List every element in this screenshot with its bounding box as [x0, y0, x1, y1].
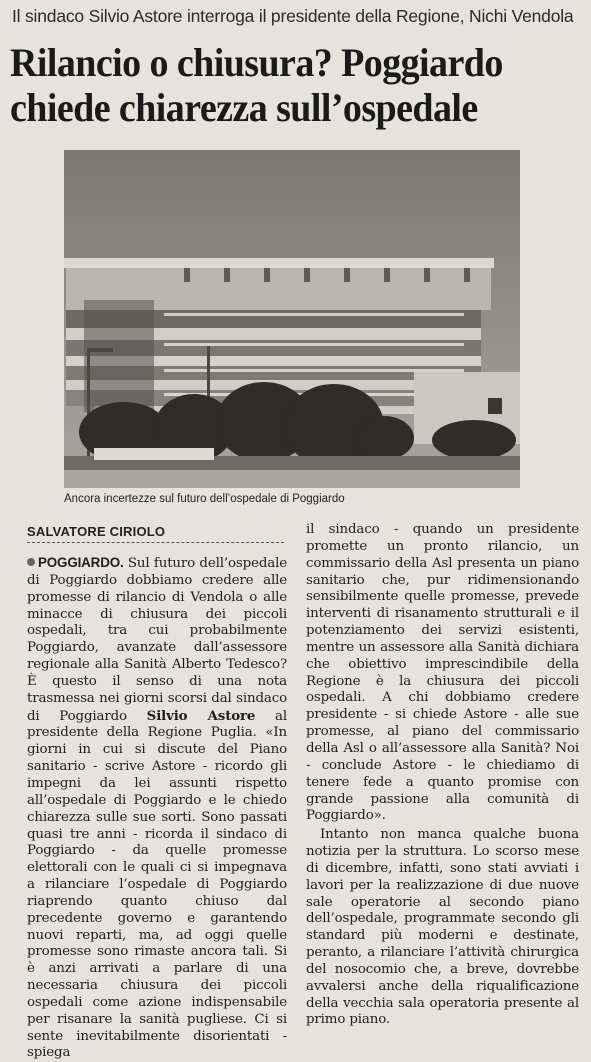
byline-rule — [27, 542, 284, 543]
headline: Rilancio o chiusura? Poggiardo chiede chiarezza sull’ospedale — [10, 40, 503, 130]
paragraph-text: al presidente della Regione Puglia. «In giorni in cui si discute del Piano sanitario - scrive Astore - ricordo gli impegni da lei assunti rispetto all’ospedale di Poggiardo e le chiedo chiarezza sulle sue sorti. Sono passati quasi tre anni - ricorda il sindaco di Poggiardo - da quelle promesse elettorali con le quali ci si impegnava a rilanciare l’ospedale di Poggiardo riaprendo quanto chiuso dal precedente governo e garantendo nuovi reparti, ma, ad oggi quelle promesse sono rimaste ancora tali. Si è anzi arrivati a parlare di una necessaria chiusura dei piccoli ospedali come azione indispensabile per risanare la sanità pugliese. Ci si sente inevitabilmente disorientati - spiega — [27, 708, 287, 1061]
article-column-2 — [306, 522, 579, 1029]
article-column-1 — [27, 555, 287, 1062]
bullet-icon — [27, 558, 35, 566]
byline: SALVATORE CIRIOLO — [27, 524, 166, 539]
paragraph — [27, 555, 287, 1062]
paragraph: Intanto non manca qualche buona notizia per la struttura. Lo scorso mese di dicembre, infatti, sono stati avviati i lavori per la realizzazione di due nuove sale operatorie al secondo piano dell’ospedale, programmate secondo gli standard più moderni e destinate, peranto, a rilanciare l’attività chirurgica del nosocomio che, a breve, dovrebbe avvalersi anche della riqualificazione della vecchia sala operatoria presente al primo piano. — [306, 827, 579, 1028]
hospital-photo — [64, 150, 520, 488]
dateline: POGGIARDO. — [38, 555, 124, 570]
paragraph: il sindaco - quando un presidente promette un pronto rilancio, un commissario della Asl presenta un piano sanitario che, pur ridimensionando sensibilmente quelle promesse, prevede interventi di risanamento strutturali e il potenziamento dei servizi esistenti, mentre un assessore alla Sanità dichiara che obiettivo imprescindibile della Regione è la chiusura dei piccoli ospedali. A chi dobbiamo credere presidente - si chiede Astore - alle sue promesse, al piano del commissario della Asl o all’assessore alla Sanità? Noi - conclude Astore - le chiediamo di tenere fede a quanto promise con grande passione alla comunità di Poggiardo». — [306, 522, 579, 824]
photo-caption: Ancora incertezze sul futuro dell’ospedale di Poggiardo — [64, 493, 345, 505]
paragraph-text: Sul futuro dell’ospedale di Poggiardo dobbiamo credere alle promesse di rilancio di Vendola o alle minacce di chiusura dei piccoli ospedali, tra cui probabilmente Poggiardo, avanzate dall’assessore regionale alla Sanità Alberto Tedesco? È questo il senso di una nota trasmessa nei giorni scorsi dal sindaco di Poggiardo — [27, 556, 287, 724]
kicker: Il sindaco Silvio Astore interroga il presidente della Regione, Nichi Vendola — [12, 6, 574, 26]
mayor-name: Silvio Astore — [146, 707, 256, 724]
